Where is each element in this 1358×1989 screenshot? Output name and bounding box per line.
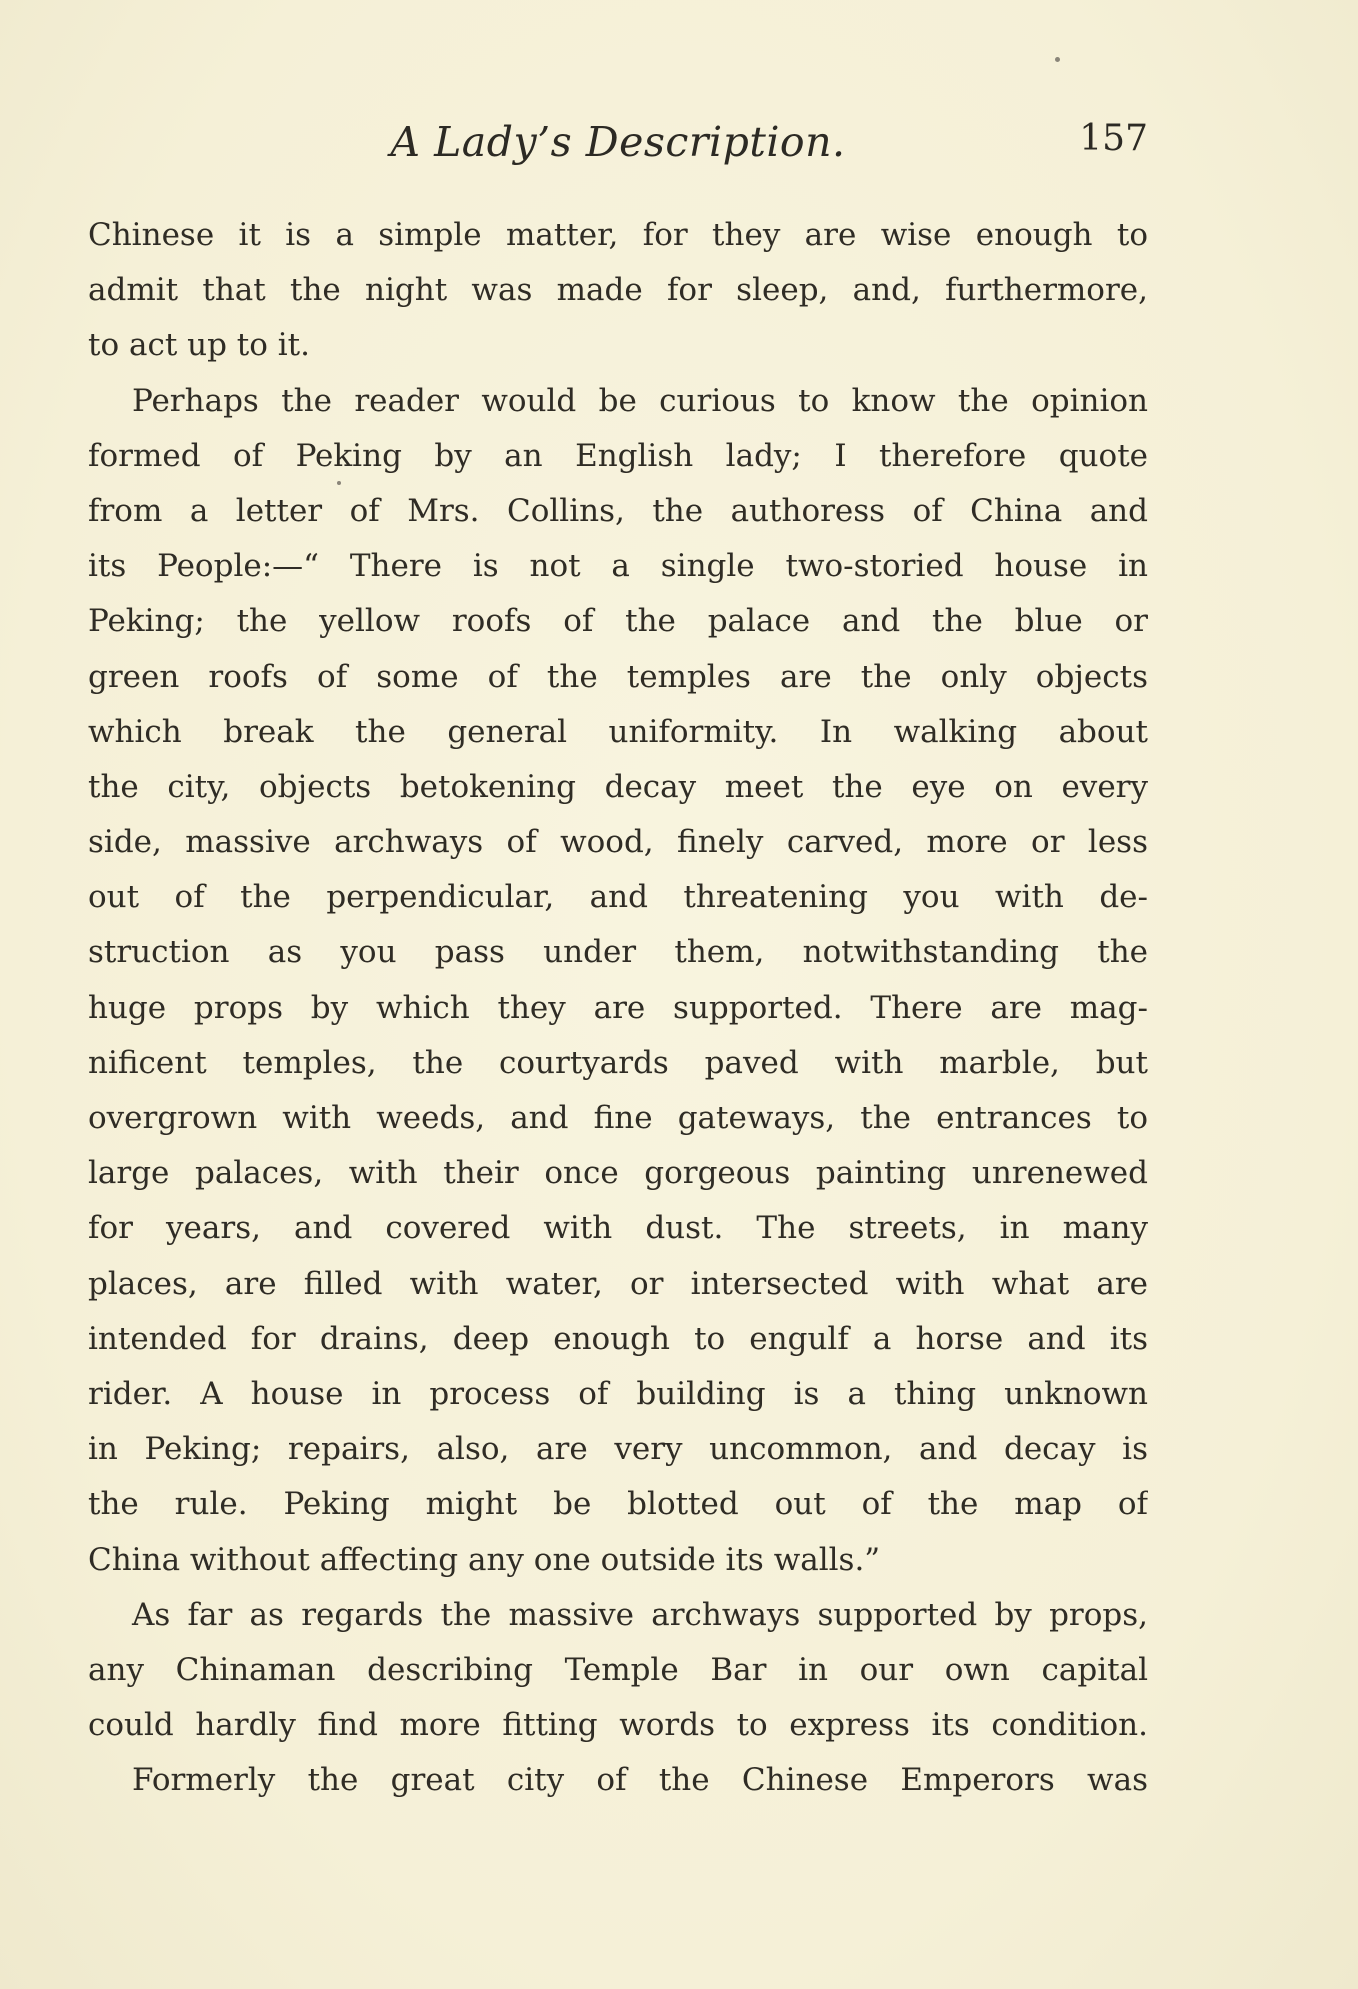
text-line: the city, objects betokening decay meet the eye on every [88, 768, 1148, 805]
text-line: the rule. Peking might be blotted out of the map of [88, 1486, 1148, 1523]
text-line: intended for drains, deep enough to engulf a horse and its [88, 1320, 1148, 1357]
text-line: green roofs of some of the temples are the only objects [88, 658, 1148, 695]
text-line: formed of Peking by an English lady; I therefore quote [88, 437, 1148, 474]
paper-speck [1055, 57, 1060, 62]
running-head [88, 118, 1148, 178]
text-line: overgrown with weeds, and fine gateways, the entrances to [88, 1100, 1148, 1136]
text-line: struction as you pass under them, notwithstanding the [88, 934, 1148, 971]
text-line: nificent temples, the courtyards paved with marble, but [88, 1044, 1148, 1081]
text-line: China without affecting any one outside its walls.” [88, 1541, 881, 1578]
text-line: places, are filled with water, or intersected with what are [88, 1265, 1148, 1302]
text-line: admit that the night was made for sleep, and, furthermore, [88, 272, 1148, 309]
text-line: As far as regards the massive archways supported by props, [132, 1596, 1148, 1633]
running-title: A Lady’s Description. [390, 118, 846, 166]
text-line: large palaces, with their once gorgeous painting unrenewed [88, 1155, 1148, 1192]
text-line: in Peking; repairs, also, are very uncommon, and decay is [88, 1431, 1148, 1468]
text-line: which break the general uniformity. In walking about [88, 713, 1148, 750]
text-line: could hardly find more fitting words to express its condition. [88, 1707, 1148, 1744]
paper-speck [337, 481, 341, 485]
text-line: any Chinaman describing Temple Bar in our own capital [88, 1651, 1148, 1688]
page-number: 157 [1079, 118, 1148, 159]
text-line: Perhaps the reader would be curious to know the opinion [132, 382, 1148, 419]
text-line: side, massive archways of wood, finely carved, more or less [88, 824, 1148, 861]
text-line: Chinese it is a simple matter, for they are wise enough to [88, 217, 1148, 253]
text-line: Peking; the yellow roofs of the palace and the blue or [88, 603, 1148, 640]
body-text [88, 208, 1148, 1808]
text-line: Formerly the great city of the Chinese Emperors was [132, 1762, 1148, 1799]
text-line: from a letter of Mrs. Collins, the authoress of China and [88, 492, 1148, 529]
text-line: rider. A house in process of building is a thing unknown [88, 1375, 1148, 1412]
text-line: for years, and covered with dust. The streets, in many [88, 1210, 1148, 1247]
text-line: to act up to it. [88, 327, 310, 364]
text-line: huge props by which they are supported. There are mag- [88, 989, 1148, 1026]
text-line: out of the perpendicular, and threatening you with de- [88, 879, 1148, 916]
text-line: its People:—“ There is not a single two-storied house in [88, 548, 1148, 585]
